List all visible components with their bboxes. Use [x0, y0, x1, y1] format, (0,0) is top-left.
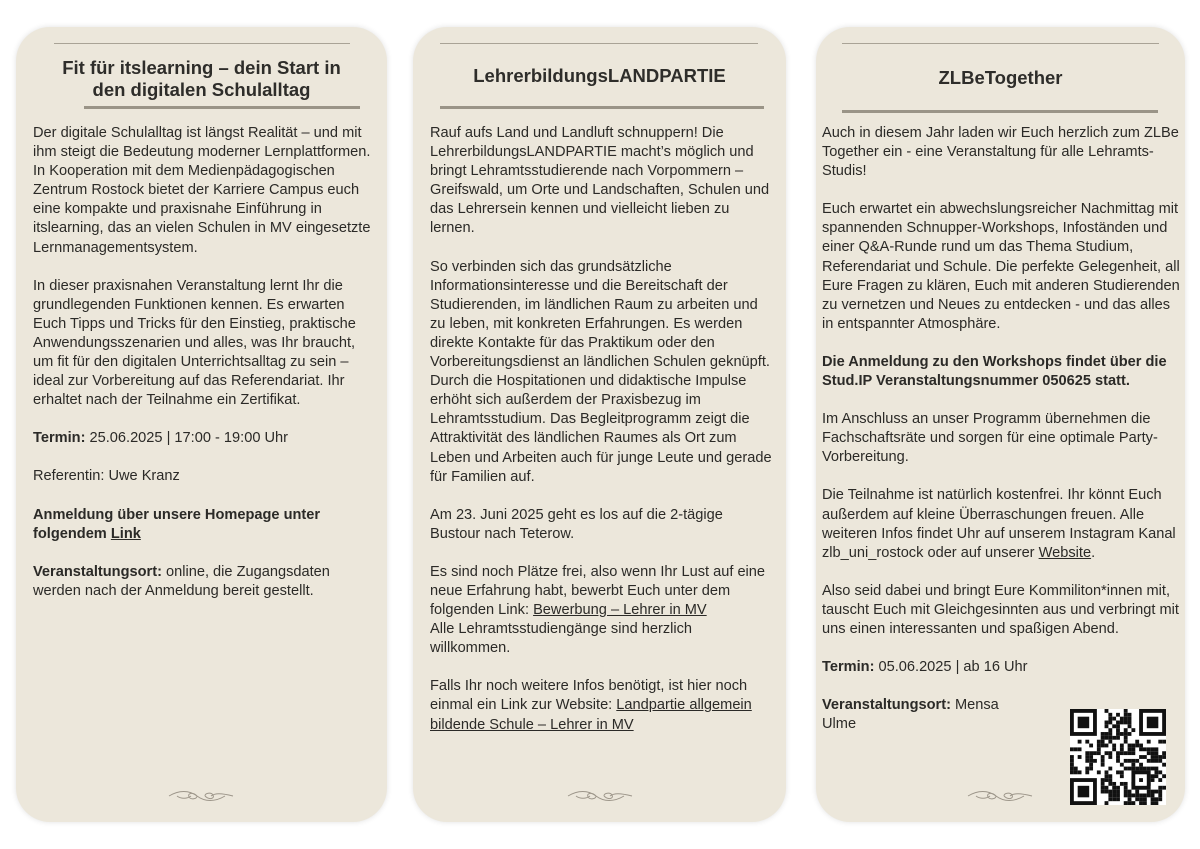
- date-paragraph: Am 23. Juni 2025 geht es los auf die 2-tägige Bustour nach Teterow.: [430, 506, 723, 542]
- termin-line: [33, 429, 373, 448]
- card-title: ZLBeTogether: [938, 67, 1063, 88]
- website-link[interactable]: Website: [1038, 544, 1092, 561]
- anmeldung-text: Anmeldung über unsere Homepage unter folgendem: [33, 506, 321, 542]
- card-body: [33, 124, 373, 620]
- apply-paragraph: [430, 563, 775, 658]
- ort-label: Veranstaltungsort:: [33, 563, 162, 580]
- title-rule: [842, 110, 1158, 113]
- card-body: [430, 124, 775, 754]
- termin-label: Termin:: [822, 659, 875, 676]
- registration-text: Die Anmeldung zu den Workshops findet über die Stud.IP Veranstaltungsnummer 050625 statt.: [822, 353, 1167, 390]
- details-paragraph: In dieser praxisnahen Veranstaltung lernt Ihr die grundlegenden Funktionen kennen. Es erwarten Euch Tipps und Tricks für den Einstieg, praktische Anwendungsszenarien und alles, was Ihr braucht, um fit für den digitalen Unterrichtsalltag zu sein – ideal zur Vorbereitung auf das Referendariat. Ihr erhaltet nach der Teilnahme ein Zertifikat.: [33, 277, 356, 409]
- ort-value: online, die Zugangsdaten werden nach der Anmeldung bereit gestellt.: [33, 563, 330, 599]
- event-card-zlbetogether: [816, 27, 1185, 822]
- ort-line: [33, 563, 373, 601]
- card-body: [822, 124, 1180, 753]
- anmeldung-link[interactable]: Link: [110, 525, 141, 542]
- info-paragraph: [822, 486, 1180, 562]
- title-rule: [84, 106, 360, 109]
- top-rule: [440, 43, 758, 44]
- details-paragraph: So verbinden sich das grundsätzliche Informationsinteresse und die Bereitschaft der Studierenden, im ländlichen Raum zu arbeiten und zu leben, mit konkreten Erfahrungen. Es werden direkte Kontakte für das Praktikum oder den Vorbereitungsdienst an ländlichen Schulen geknüpft. Durch die Hospitationen und didaktische Impulse erhöht sich außerdem der Praxisbezug im Lehramtsstudium. Das Begleitprogramm zeigt die Attraktivität des ländlichen Raumes als Ort zum Leben und Arbeiten auch für junge Leute und gerade für Familien auf.: [430, 258, 772, 485]
- program-paragraph: Euch erwartet ein abwechslungsreicher Nachmittag mit spannenden Schnupper-Workshops, Infoständen und einer Q&A-Runde rund um das Thema Studium, Referendariat und Schule. Die perfekte Gelegenheit, all Eure Fragen zu klären, Euch mit anderen Studierenden zu vernetzen und Neues zu entdecken - und das alles in entspannter Atmosphäre.: [822, 201, 1180, 332]
- welcome-text: Alle Lehramtsstudiengänge sind herzlich willkommen.: [430, 621, 693, 657]
- ort-value: Mensa Ulme: [822, 697, 999, 733]
- termin-value: 25.06.2025 | 17:00 - 19:00 Uhr: [85, 430, 289, 447]
- bewerbung-link[interactable]: Bewerbung – Lehrer in MV: [533, 602, 707, 619]
- website-paragraph: [430, 677, 775, 734]
- intro-paragraph: Der digitale Schulalltag ist längst Realität – und mit ihm steigt die Bedeutung moderner Lernplattformen. In Kooperation mit dem Medienpädagogischen Zentrum Rostock bietet der Karriere Campus euch eine kompakte und praxisnahe Einführung in itslearning, das an vielen Schulen in MV eingesetzte Lernmanagementsystem.: [33, 125, 371, 256]
- termin-label: Termin:: [33, 430, 86, 447]
- top-rule: [54, 43, 350, 44]
- intro-paragraph: Auch in diesem Jahr laden wir Euch herzlich zum ZLBe Together ein - eine Veranstaltung für alle Lehramts-Studis!: [822, 125, 1179, 180]
- info-text: Die Teilnahme ist natürlich kostenfrei. Ihr könnt Euch außerdem auf kleine Überraschungen freuen. Alle weiteren Infos findet Uhr auf unserem Instagram Kanal zlb_uni_rostock oder auf unserer: [822, 487, 1176, 561]
- ort-label: Veranstaltungsort:: [822, 697, 951, 714]
- flourish-ornament-icon: [566, 788, 634, 804]
- top-rule: [842, 43, 1159, 44]
- card-title: LehrerbildungsLANDPARTIE: [473, 65, 726, 86]
- title-rule: [440, 106, 764, 109]
- termin-value: 05.06.2025 | ab 16 Uhr: [874, 659, 1028, 676]
- anmeldung-line: [33, 506, 373, 544]
- intro-paragraph: Rauf aufs Land und Landluft schnuppern! Die LehrerbildungsLANDPARTIE macht’s möglich und bringt Lehramtsstudierende nach Vorpommern – Greifswald, um Orte und Landschaften, Schulen und das Lehrersein kennen und vielleicht lieben zu lernen.: [430, 125, 770, 237]
- qr-code-icon[interactable]: [1070, 709, 1166, 805]
- termin-line: [822, 658, 1052, 677]
- referentin-line: Referentin: Uwe Kranz: [33, 468, 180, 485]
- event-card-itslearning: [16, 27, 387, 822]
- apply-text: Es sind noch Plätze frei, also wenn Ihr Lust auf eine neue Erfahrung habt, bewerbt Euch unter dem folgenden Link:: [430, 563, 766, 619]
- card-title: [16, 57, 387, 101]
- event-card-landpartie: [413, 27, 786, 822]
- flourish-ornament-icon: [966, 788, 1034, 804]
- registration-paragraph: [822, 353, 1180, 391]
- title-line-2: den digitalen Schulalltag: [92, 79, 311, 100]
- landpartie-link[interactable]: Landpartie allgemein bildende Schule – Lehrer in MV: [430, 697, 752, 733]
- ort-line: [822, 696, 1022, 734]
- invite-paragraph: Also seid dabei und bringt Eure Kommiliton*innen mit, tauscht Euch mit Gleichgesinnten aus und verbringt mit uns einen interessanten und spaßigen Abend.: [822, 582, 1179, 637]
- info-end: .: [1091, 544, 1096, 561]
- flourish-ornament-icon: [167, 788, 235, 804]
- website-text: Falls Ihr noch weitere Infos benötigt, ist hier noch einmal ein Link zur Website:: [430, 678, 748, 714]
- party-paragraph: Im Anschluss an unser Programm übernehmen die Fachschaftsräte und sorgen für eine optimale Party-Vorbereitung.: [822, 411, 1158, 466]
- title-line-1: Fit für itslearning – dein Start in: [62, 57, 341, 78]
